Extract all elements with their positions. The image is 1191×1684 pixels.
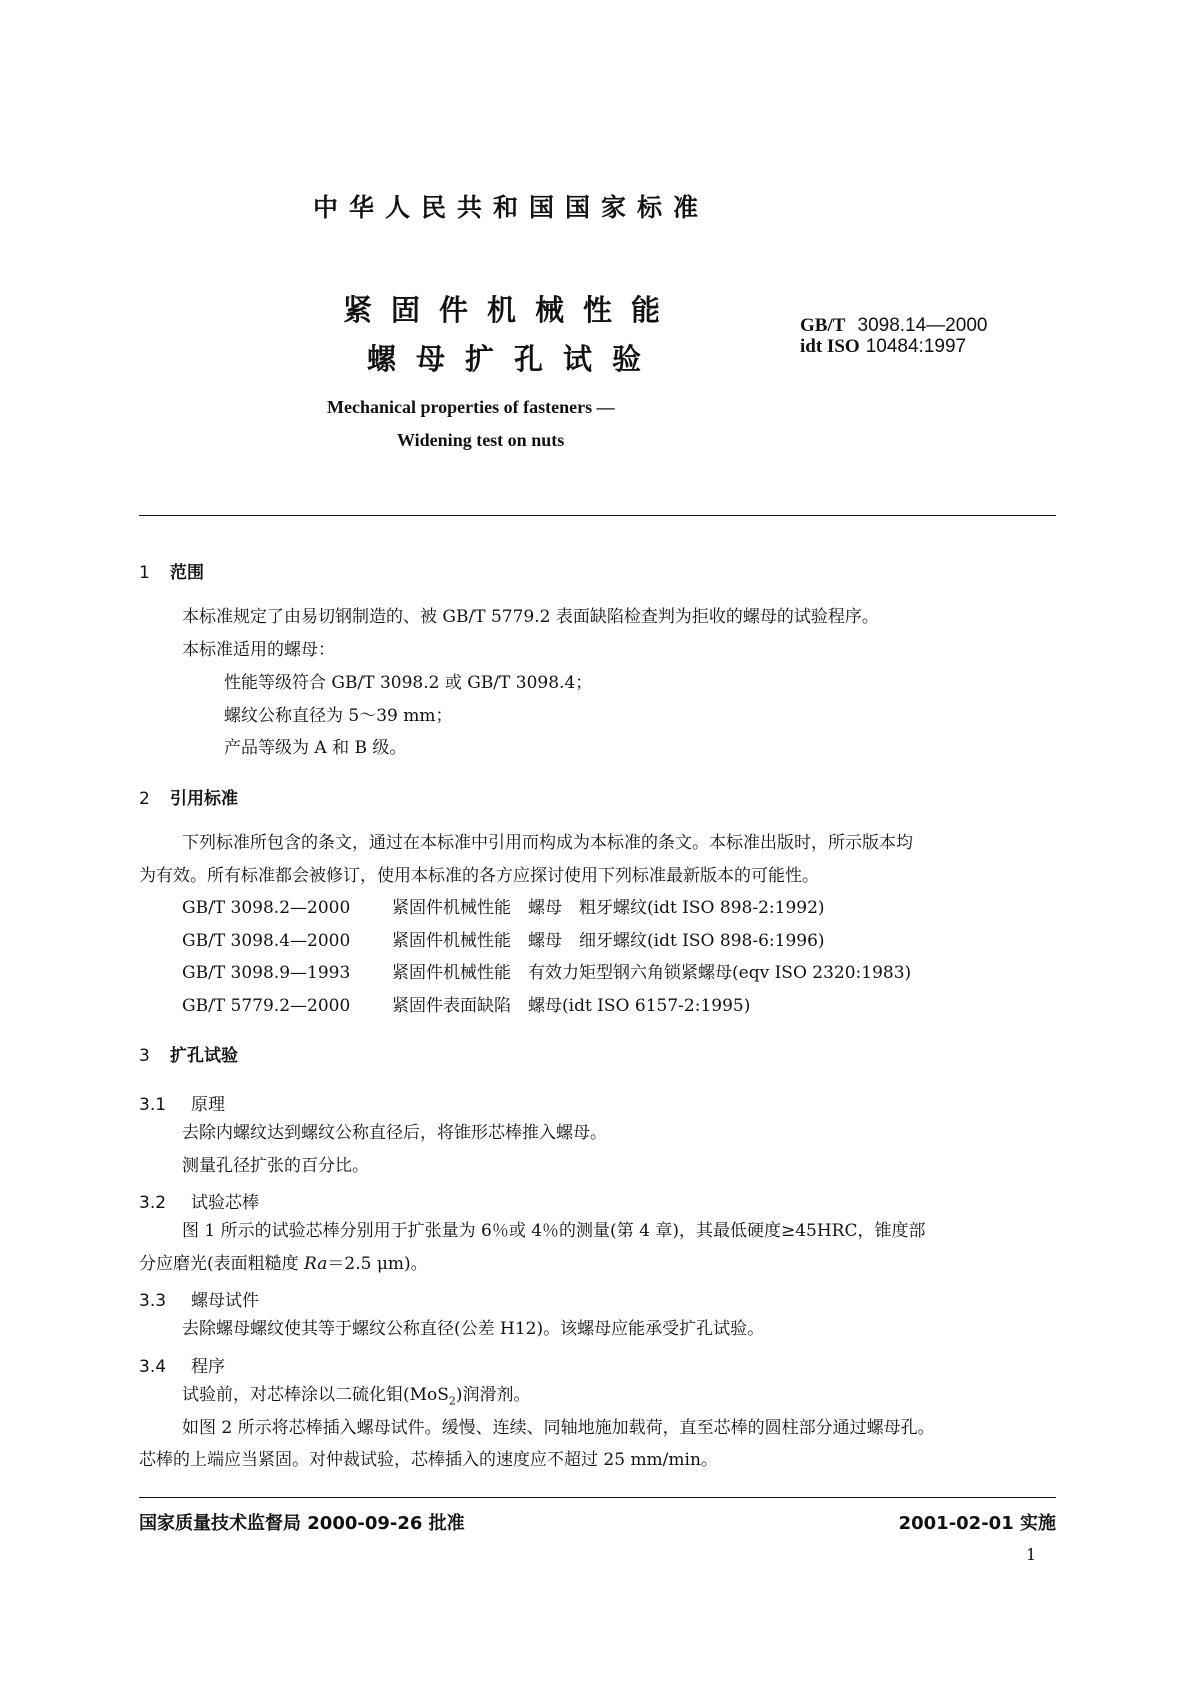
subsection-3-4-number: 3.4 <box>139 1357 167 1377</box>
reference-code: GB/T 3098.9—1993 <box>182 963 351 983</box>
reference-code: GB/T 3098.4—2000 <box>182 931 351 951</box>
idt-number <box>800 336 987 357</box>
approval-line: 国家质量技术监督局 2000-09-26 批准 <box>139 1513 465 1534</box>
subscript: 2 <box>448 1394 456 1408</box>
section-1-paragraph-1: 本标准规定了由易切钢制造的、被 GB/T 5779.2 表面缺陷检查判为拒收的螺母的试验程序。 <box>182 607 879 627</box>
section-1-number: 1 <box>139 563 150 583</box>
title-en-line2: Widening test on nuts <box>397 430 565 450</box>
reference-title: 紧固件机械性能 螺母 细牙螺纹(idt ISO 898-6:1996) <box>392 931 825 951</box>
section-3-title: 扩孔试验 <box>170 1046 238 1066</box>
title-zh-line2: 螺母扩孔试验 <box>367 342 662 376</box>
text-fragment: ＝2.5 μm)。 <box>327 1254 428 1274</box>
reference-title: 紧固件机械性能 螺母 粗牙螺纹(idt ISO 898-2:1992) <box>392 898 825 918</box>
subsection-3-3-paragraph: 去除螺母螺纹使其等于螺纹公称直径(公差 H12)。该螺母应能承受扩孔试验。 <box>182 1319 765 1339</box>
subsection-3-1-paragraph-1: 去除内螺纹达到螺纹公称直径后，将锥形芯棒推入螺母。 <box>182 1123 607 1143</box>
subsection-3-3-heading <box>139 1286 259 1311</box>
subsection-3-2-paragraph-line1: 图 1 所示的试验芯棒分别用于扩张量为 6％或 4％的测量(第 4 章)，其最低硬度≥45HRC，锥度部 <box>182 1221 926 1241</box>
text-fragment: 试验前，对芯棒涂以二硫化钼(MoS <box>182 1385 449 1405</box>
title-zh-line1: 紧固件机械性能 <box>343 293 680 327</box>
reference-title: 紧固件表面缺陷 螺母(idt ISO 6157-2:1995) <box>392 996 751 1016</box>
reference-code: GB/T 3098.2—2000 <box>182 898 351 918</box>
idt-number-value: 10484:1997 <box>865 336 967 357</box>
section-3-heading <box>139 1041 238 1066</box>
section-3-number: 3 <box>139 1046 150 1066</box>
section-2-paragraph-line1: 下列标准所包含的条文，通过在本标准中引用而构成为本标准的条文。本标准出版时，所示版本均 <box>182 833 913 853</box>
subsection-3-2-number: 3.2 <box>139 1193 167 1213</box>
subsection-3-4-title: 程序 <box>191 1357 225 1377</box>
standard-number-value: 3098.14—2000 <box>857 315 988 336</box>
header-divider <box>139 515 1056 516</box>
reference-code: GB/T 5779.2—2000 <box>182 996 351 1016</box>
text-fragment: )润滑剂。 <box>455 1385 531 1405</box>
subsection-3-4-paragraph-2-line2: 芯棒的上端应当紧固。对仲裁试验，芯棒插入的速度应不超过 25 mm/min。 <box>139 1450 718 1470</box>
section-1-list-item-1: 性能等级符合 GB/T 3098.2 或 GB/T 3098.4； <box>224 673 593 693</box>
subsection-3-3-number: 3.3 <box>139 1291 167 1311</box>
footer-divider <box>139 1497 1056 1498</box>
reference-item <box>182 996 750 1016</box>
subsection-3-1-title: 原理 <box>191 1095 225 1115</box>
section-2-title: 引用标准 <box>170 789 238 809</box>
reference-item <box>182 963 911 983</box>
page-number: 1 <box>1026 1545 1037 1564</box>
standard-number <box>800 315 987 336</box>
section-1-title: 范围 <box>170 563 204 583</box>
reference-item <box>182 931 825 951</box>
subsection-3-2-heading <box>139 1188 259 1213</box>
subsection-3-4-paragraph-1 <box>182 1385 531 1411</box>
roughness-symbol: Ra <box>304 1254 328 1274</box>
subsection-3-2-paragraph-line2 <box>139 1254 428 1274</box>
subsection-3-1-paragraph-2: 测量孔径扩张的百分比。 <box>182 1156 369 1176</box>
effective-date-line: 2001-02-01 实施 <box>898 1513 1056 1534</box>
national-standard-title: 中华人民共和国国家标准 <box>313 193 710 222</box>
section-2-heading <box>139 784 238 809</box>
text-fragment: 分应磨光(表面粗糙度 <box>139 1254 305 1274</box>
subsection-3-1-number: 3.1 <box>139 1095 167 1115</box>
section-1-list-item-2: 螺纹公称直径为 5～39 mm； <box>224 706 453 726</box>
subsection-3-4-paragraph-2-line1: 如图 2 所示将芯棒插入螺母试件。缓慢、连续、同轴地施加载荷，直至芯棒的圆柱部分通过螺母孔。 <box>182 1418 935 1438</box>
reference-title: 紧固件机械性能 有效力矩型钢六角锁紧螺母(eqv ISO 2320:1983) <box>392 963 912 983</box>
subsection-3-1-heading <box>139 1090 225 1115</box>
standard-prefix: GB/T <box>800 315 846 336</box>
subsection-3-3-title: 螺母试件 <box>191 1291 259 1311</box>
subsection-3-4-heading <box>139 1352 225 1377</box>
reference-item <box>182 898 825 918</box>
section-1-list-item-3: 产品等级为 A 和 B 级。 <box>224 738 407 758</box>
section-1-heading <box>139 558 204 583</box>
section-2-number: 2 <box>139 789 150 809</box>
standard-number-block <box>800 315 987 357</box>
title-en-line1: Mechanical properties of fasteners — <box>327 397 615 417</box>
section-1-paragraph-2: 本标准适用的螺母： <box>182 640 335 660</box>
subsection-3-2-title: 试验芯棒 <box>191 1193 259 1213</box>
idt-prefix: idt ISO <box>800 336 860 357</box>
section-2-paragraph-line2: 为有效。所有标准都会被修订，使用本标准的各方应探讨使用下列标准最新版本的可能性。 <box>139 866 819 886</box>
